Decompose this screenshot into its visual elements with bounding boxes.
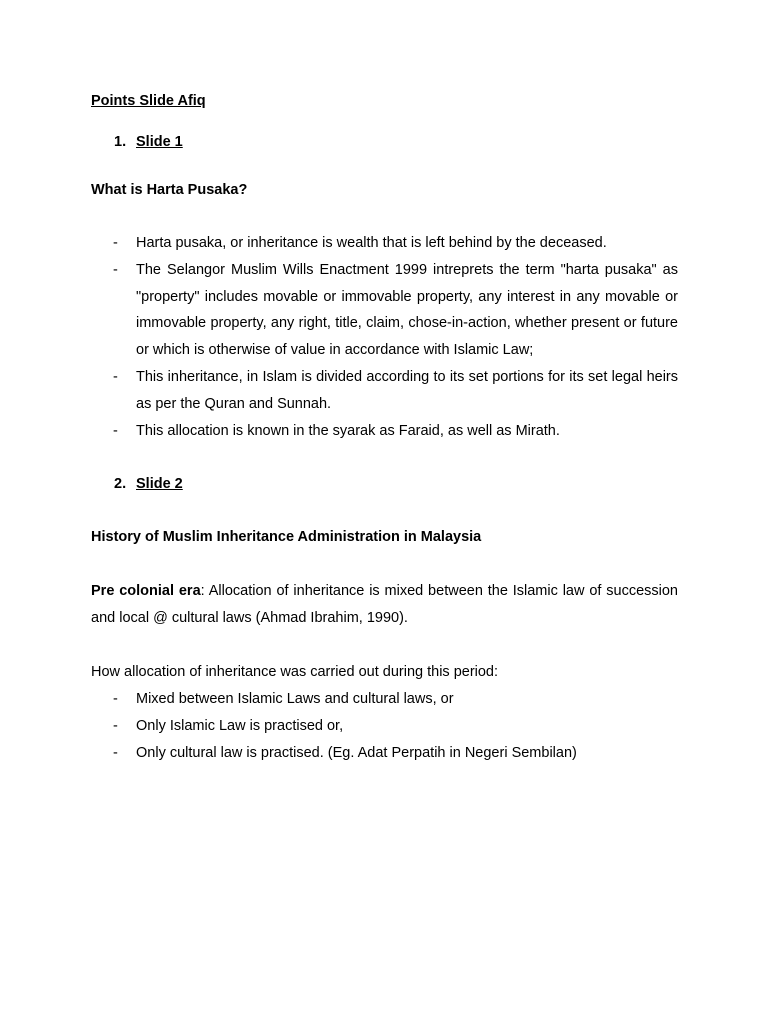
- harta-pusaka-question: What is Harta Pusaka?: [91, 182, 248, 198]
- pre-colonial-paragraph: [91, 578, 678, 632]
- bullet-text: Mixed between Islamic Laws and cultural laws, or: [136, 691, 454, 707]
- list-item: [91, 230, 678, 257]
- document-title: Points Slide Afiq: [91, 93, 206, 109]
- bullet-marker: -: [113, 368, 118, 385]
- list-item: [91, 257, 678, 364]
- bullet-marker: -: [113, 422, 118, 439]
- slide-2-number: 2.: [114, 476, 127, 492]
- slide-2-heading: [114, 476, 183, 492]
- list-item: [91, 418, 678, 445]
- bullet-marker: -: [113, 691, 118, 707]
- slide-1-heading: [114, 134, 183, 150]
- bullet-marker: -: [113, 235, 118, 251]
- slide-2-label: Slide 2: [136, 476, 183, 492]
- list-item: [91, 713, 678, 740]
- pre-colonial-term: Pre colonial era: [91, 583, 201, 599]
- bullet-text: Harta pusaka, or inheritance is wealth that is left behind by the deceased.: [136, 235, 607, 251]
- bullet-text: Only cultural law is practised. (Eg. Adat Perpatih in Negeri Sembilan): [136, 744, 577, 761]
- slide-1-number: 1.: [114, 134, 127, 150]
- list-item: [91, 740, 678, 767]
- slide-1-bullet-list: [91, 230, 678, 444]
- bullet-text: Only Islamic Law is practised or,: [136, 717, 344, 734]
- bullet-text: The Selangor Muslim Wills Enactment 1999 intreprets the term "harta pusaka" as "property" includes movable or immovable property, any interest in any movable or immovable property, any right, title, claim, chose-in-action, whether present or future or which is otherwise of value in accordance with Islamic Law;: [136, 261, 678, 359]
- slide-1-label: Slide 1: [136, 134, 183, 150]
- bullet-marker: -: [113, 717, 118, 734]
- pre-colonial-text: : Allocation of inheritance is mixed between the Islamic law of succession and local @ cultural laws (Ahmad Ibrahim, 1990).: [91, 583, 679, 626]
- bullet-text: This inheritance, in Islam is divided according to its set portions for its set legal heirs as per the Quran and Sunnah.: [136, 368, 678, 412]
- bullet-text: This allocation is known in the syarak as Faraid, as well as Mirath.: [136, 422, 560, 439]
- bullet-marker: -: [113, 744, 118, 761]
- bullet-marker: -: [113, 261, 118, 278]
- list-item: [91, 686, 678, 713]
- history-heading: History of Muslim Inheritance Administration in Malaysia: [91, 529, 482, 545]
- how-allocation-intro: How allocation of inheritance was carried out during this period:: [91, 664, 499, 680]
- slide-2-bullet-list: [91, 686, 678, 766]
- list-item: [91, 364, 678, 418]
